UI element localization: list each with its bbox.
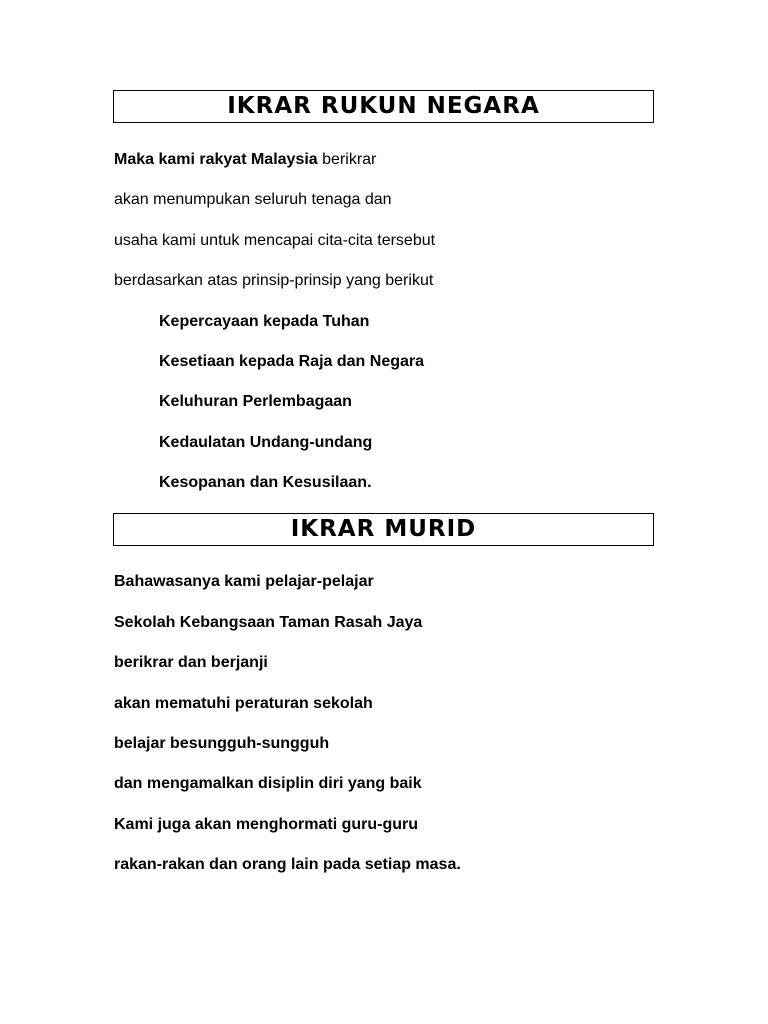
principle-item: Kesopanan dan Kesusilaan. (159, 474, 372, 491)
rukun-negara-line: akan menumpukan seluruh tenaga dan (114, 191, 392, 208)
rukun-negara-line: usaha kami untuk mencapai cita-cita tersebut (114, 232, 436, 249)
rukun-negara-title: IKRAR RUKUN NEGARA (113, 90, 654, 123)
rukun-negara-intro (114, 150, 376, 170)
principle-item: Keluhuran Perlembagaan (159, 393, 352, 410)
murid-line: berikrar dan berjanji (114, 654, 268, 671)
murid-line: Kami juga akan menghormati guru-guru (114, 816, 419, 833)
intro-rest-text: berikrar (317, 151, 377, 168)
murid-line: Bahawasanya kami pelajar-pelajar (114, 573, 374, 590)
intro-bold-text: Maka kami rakyat Malaysia (114, 151, 318, 168)
murid-line: dan mengamalkan disiplin diri yang baik (114, 775, 422, 792)
murid-line: Sekolah Kebangsaan Taman Rasah Jaya (114, 614, 423, 631)
ikrar-murid-title: IKRAR MURID (113, 513, 654, 546)
rukun-negara-line: berdasarkan atas prinsip-prinsip yang berikut (114, 272, 434, 289)
principle-item: Kesetiaan kepada Raja dan Negara (159, 353, 425, 370)
principle-item: Kedaulatan Undang-undang (159, 434, 373, 451)
murid-line: belajar besungguh-sungguh (114, 735, 330, 752)
principle-item: Kepercayaan kepada Tuhan (159, 313, 370, 330)
murid-line: rakan-rakan dan orang lain pada setiap masa. (114, 856, 461, 873)
murid-line: akan mematuhi peraturan sekolah (114, 695, 373, 712)
